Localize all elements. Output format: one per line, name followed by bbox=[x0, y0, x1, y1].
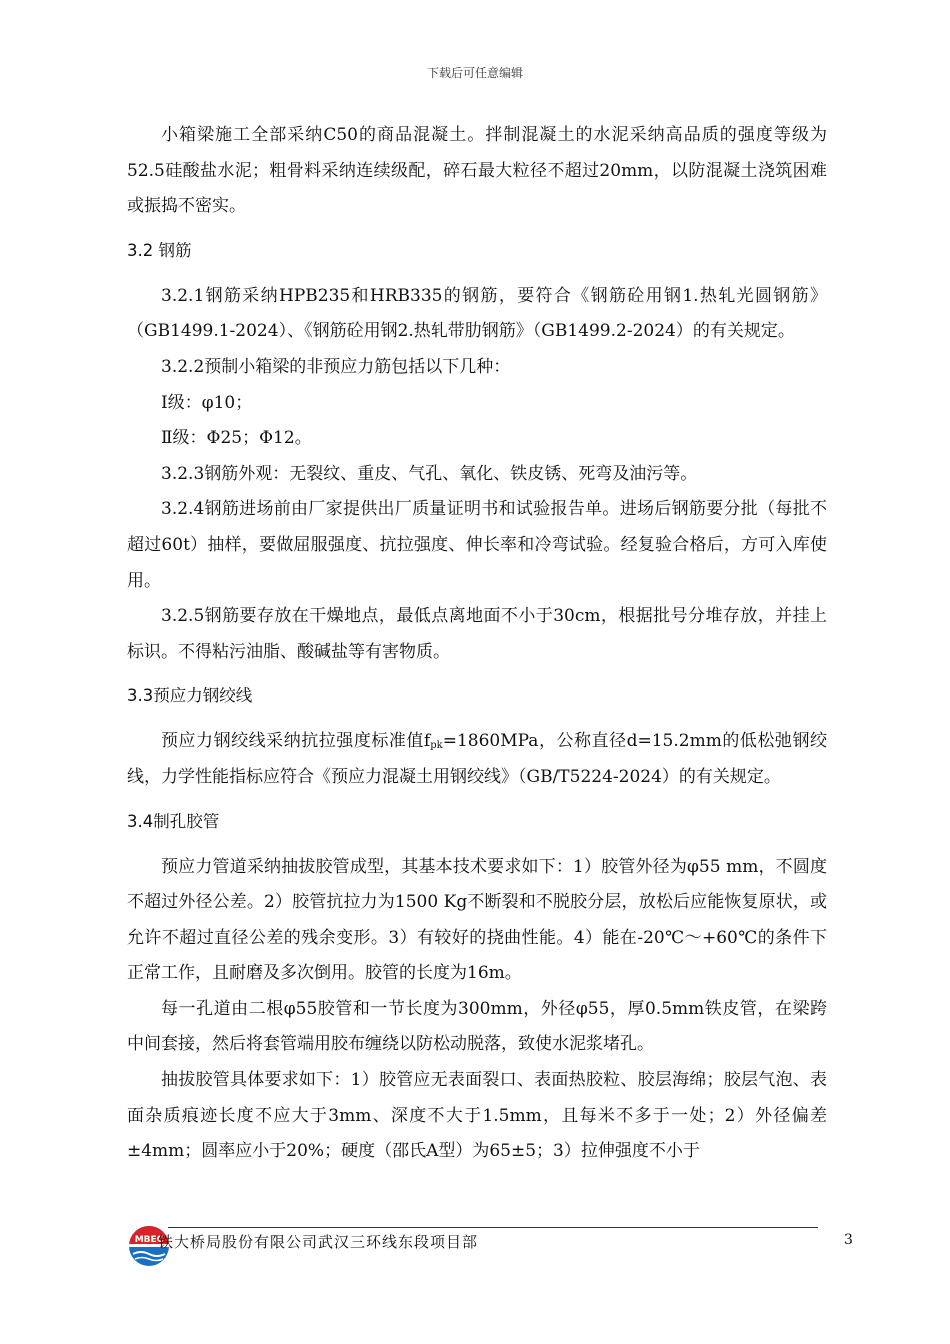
section-heading-3-3: 3.3预应力钢绞线 bbox=[127, 686, 253, 706]
document-body bbox=[127, 118, 827, 1170]
footer-rule bbox=[168, 1227, 818, 1228]
paragraph-3-2-1: 3.2.1钢筋采纳HPB235和HRB335的钢筋，要符合《钢筋砼用钢1.热轧光圆钢筋》（GB1499.1-2024）、《钢筋砼用钢2.热轧带肋钢筋》（GB1499.2-2024）的有关规定。 bbox=[127, 285, 827, 342]
strand-text-a: 预应力钢绞线采纳抗拉强度标准值f bbox=[161, 731, 431, 752]
page-header-note: 下载后可任意编辑 bbox=[426, 66, 523, 80]
section-heading-3-2: 3.2 钢筋 bbox=[127, 240, 192, 260]
paragraph-3-2-4: 3.2.4钢筋进场前由厂家提供出厂质量证明书和试验报告单。进场后钢筋要分批（每批不超过60t）抽样，要做屈服强度、抗拉强度、伸长率和冷弯试验。经复验合格后，方可入库使用。 bbox=[127, 499, 827, 591]
page-number: 3 bbox=[844, 1232, 853, 1248]
section-heading-3-4: 3.4制孔胶管 bbox=[127, 811, 220, 831]
paragraph-3-2-5: 3.2.5钢筋要存放在干燥地点，最低点离地面不小于30cm，根据批号分堆存放，并挂上标识。不得粘污油脂、酸碱盐等有害物质。 bbox=[127, 606, 827, 662]
intro-paragraph: 小箱梁施工全部采纳C50的商品混凝土。拌制混凝土的水泥采纳高品质的强度等级为52.5硅酸盐水泥；粗骨料采纳连续级配，碎石最大粒径不超过20mm，以防混凝土浇筑困难或振捣不密实。 bbox=[127, 125, 827, 217]
fpk-subscript: pk bbox=[430, 740, 443, 752]
paragraph-3-4-2: 每一孔道由二根φ55胶管和一节长度为300mm，外径φ55，厚0.5mm铁皮管，在梁跨中间套接，然后将套管端用胶布缠绕以防松动脱落，致使水泥浆堵孔。 bbox=[127, 998, 827, 1055]
paragraph-3-2-3: 3.2.3钢筋外观：无裂纹、重皮、气孔、氧化、铁皮锈、死弯及油污等。 bbox=[161, 463, 698, 484]
paragraph-3-4-1: 预应力管道采纳抽拔胶管成型，其基本技术要求如下：1）胶管外径为φ55 mm，不圆度不超过外径公差。2）胶管抗拉力为1500 Kg不断裂和不脱胶分层，放松后应能恢复原状，或允许不超过直径公差的残余变形。3）有较好的挠曲性能。4）能在-20℃～+60℃的条件下正常工作，且耐磨及多次倒用。胶管的长度为16m。 bbox=[127, 856, 827, 984]
paragraph-3-4-3: 抽拔胶管具体要求如下：1）胶管应无表面裂口、表面热胶粒、胶层海绵；胶层气泡、表面杂质痕迹长度不应大于3mm、深度不大于1.5mm，且每米不多于一处；2）外径偏差±4mm；圆率应小于20%；硬度（邵氏A型）为65±5；3）拉伸强度不小于 bbox=[127, 1070, 827, 1162]
paragraph-grade-1: Ⅰ级：φ10； bbox=[161, 392, 253, 413]
paragraph-grade-2: Ⅱ级：Φ25；Φ12。 bbox=[161, 428, 312, 449]
strand-text-b: =1860MPa，公称直径d=15.2mm的低松弛钢绞线，力学性能指标应符合《预应力混凝土用钢绞线》（GB/T5224-2024）的有关规定。 bbox=[127, 731, 827, 787]
footer-organization: 铁大桥局股份有限公司武汉三环线东段项目部 bbox=[158, 1233, 479, 1251]
logo-text: MBEC bbox=[134, 1235, 164, 1245]
paragraph-3-2-2: 3.2.2预制小箱梁的非预应力筋包括以下几种： bbox=[161, 356, 511, 377]
paragraph-3-3 bbox=[127, 724, 827, 795]
